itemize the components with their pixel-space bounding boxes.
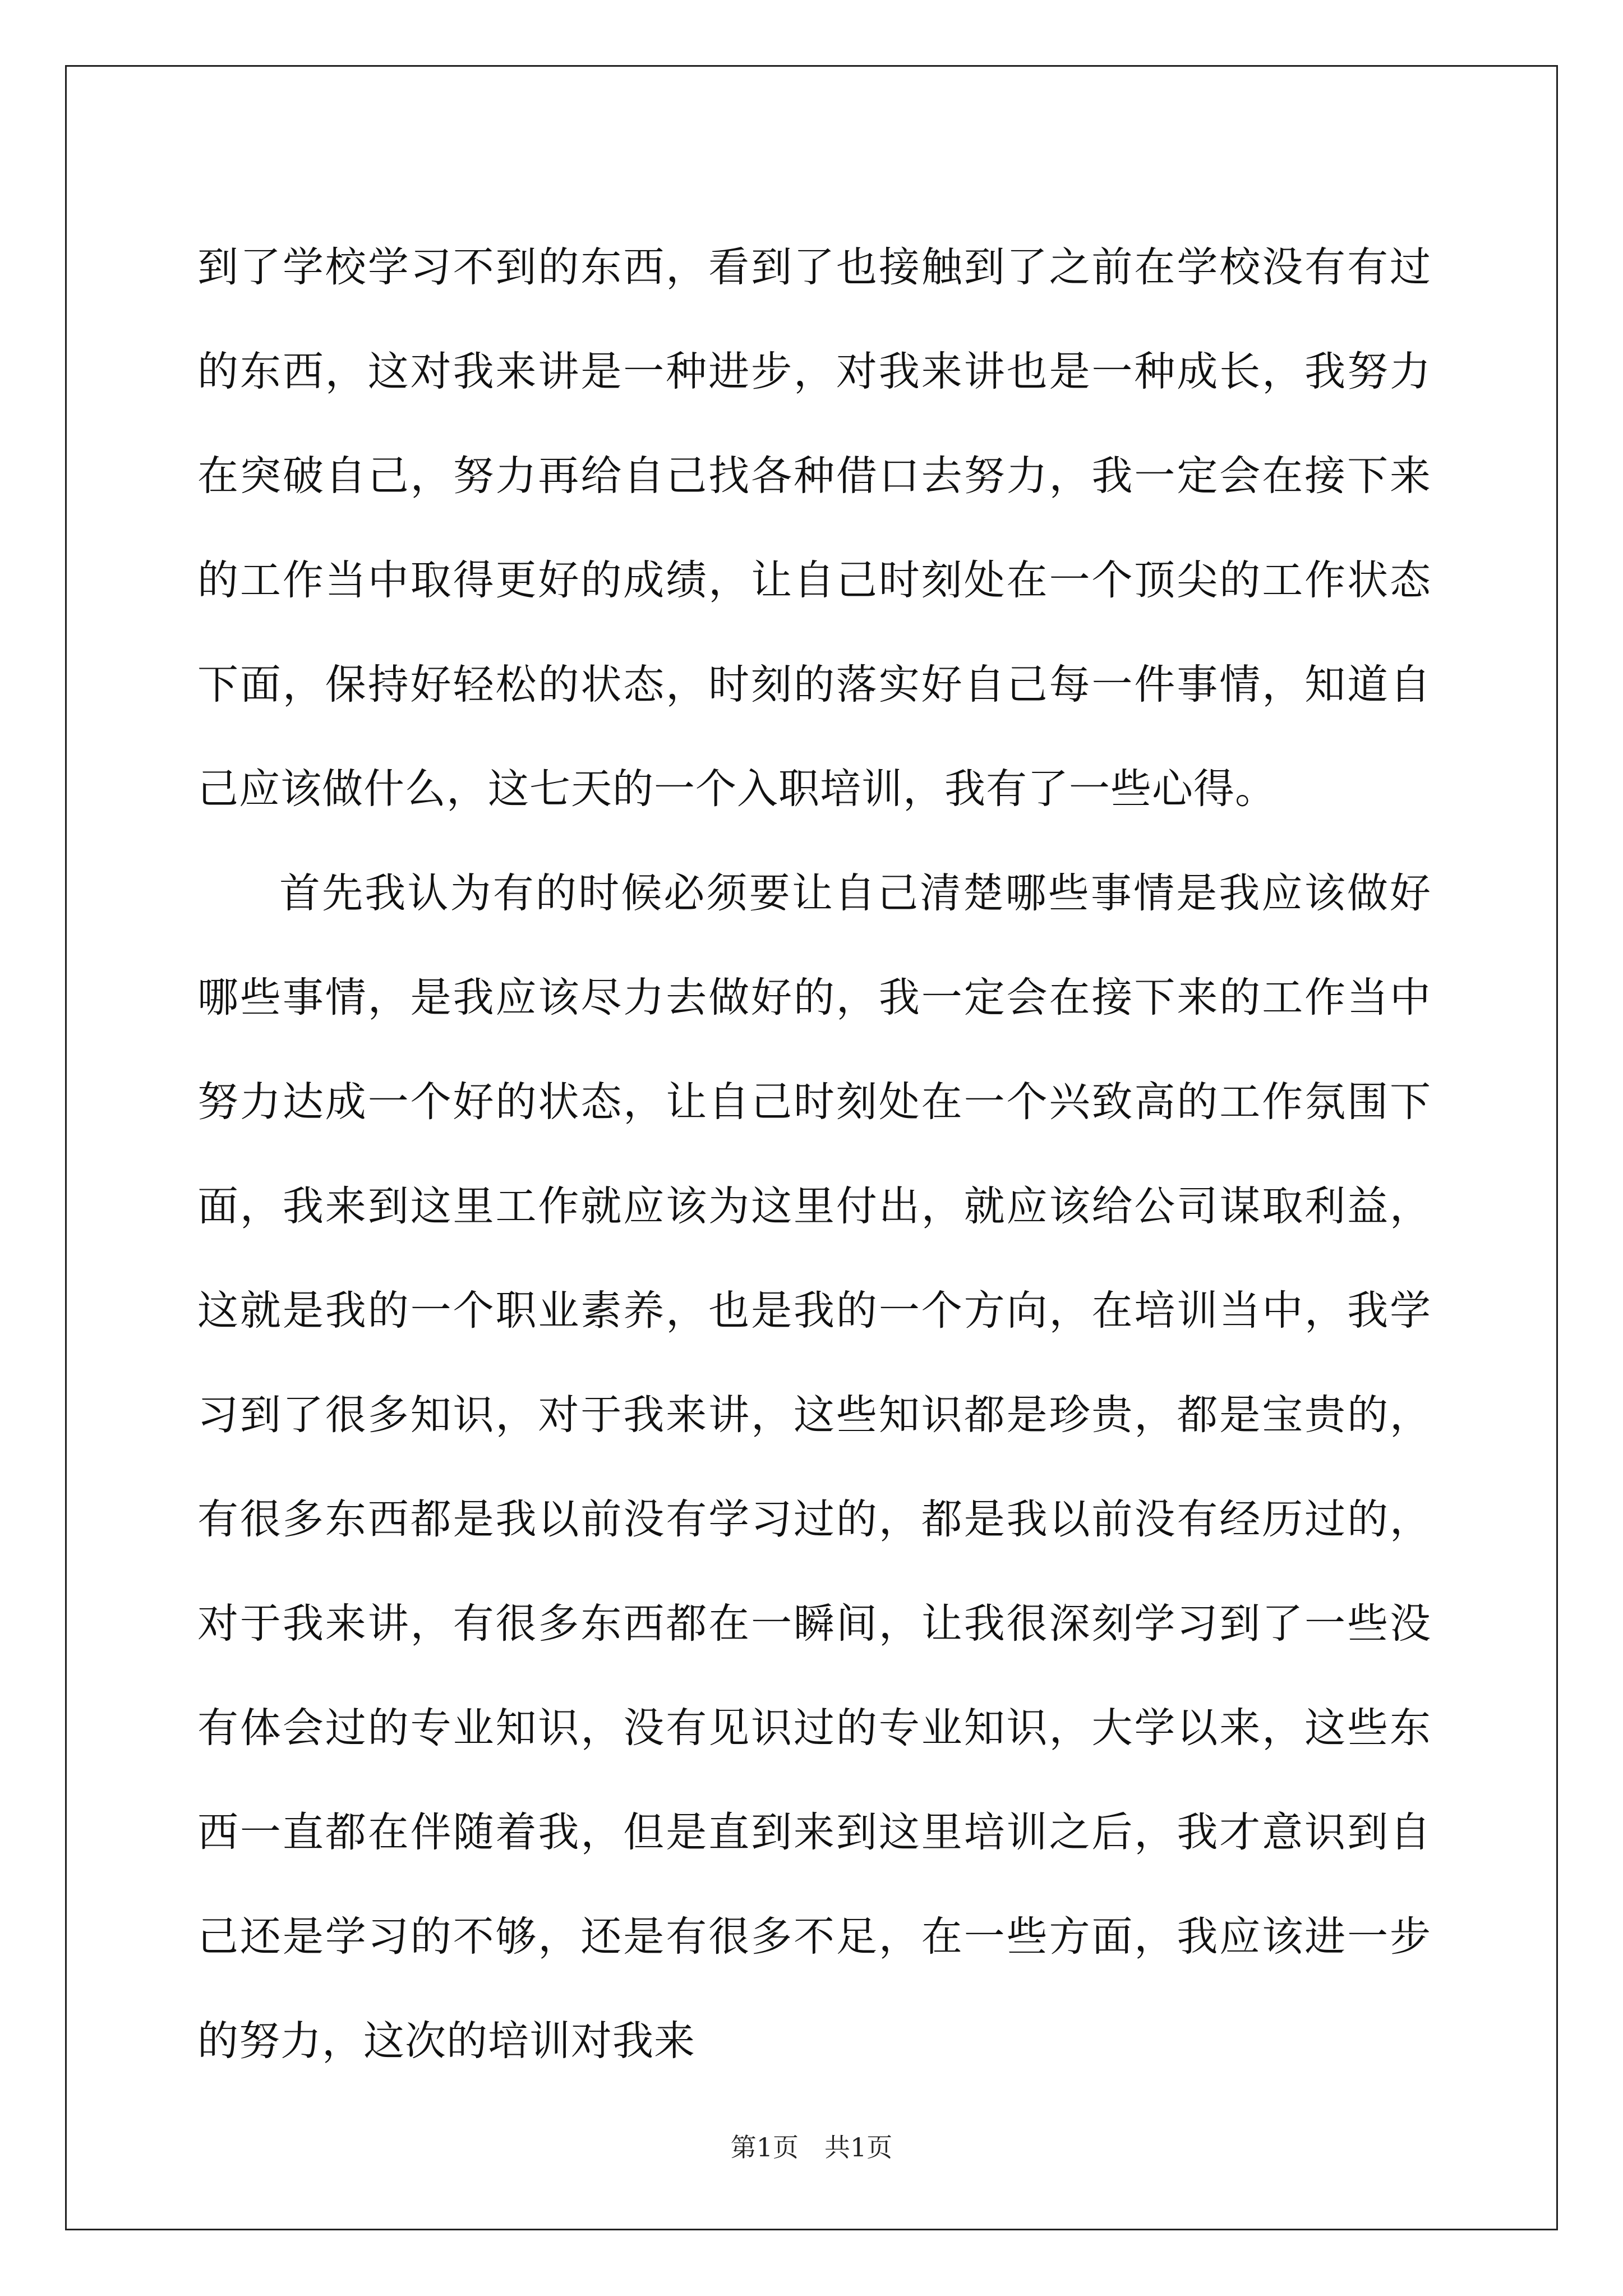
paragraph-2: 首先我认为有的时候必须要让自己清楚哪些事情是我应该做好哪些事情，是我应该尽力去做好的，我一定会在接下来的工作当中努力达成一个好的状态，让自己时刻处在一个兴致高的工作氛围下面，我来到这里工作就应该为这里付出，就应该给公司谋取利益，这就是我的一个职业素养，也是我的一个方向，在培训当中，我学习到了很多知识，对于我来讲，这些知识都是珍贵，都是宝贵的，有很多东西都是我以前没有学习过的，都是我以前没有经历过的，对于我来讲，有很多东西都在一瞬间，让我很深刻学习到了一些没有体会过的专业知识，没有见识过的专业知识，大学以来，这些东西一直都在伴随着我，但是直到来到这里培训之后，我才意识到自己还是学习的不够，还是有很多不足，在一些方面，我应该进一步的努力，这次的培训对我来 xyxy=(197,869,1431,2065)
paragraph-1: 到了学校学习不到的东西，看到了也接触到了之前在学校没有有过的东西，这对我来讲是一种进步，对我来讲也是一种成长，我努力在突破自己，努力再给自己找各种借口去努力，我一定会在接下来的工作当中取得更好的成绩，让自己时刻处在一个顶尖的工作状态下面，保持好轻松的状态，时刻的落实好自己每一件事情，知道自己应该做什么，这七天的一个入职培训，我有了一些心得。 xyxy=(197,243,1431,813)
document-body xyxy=(197,215,1431,2093)
page-number-footer: 第1页 共1页 xyxy=(730,2132,893,2162)
